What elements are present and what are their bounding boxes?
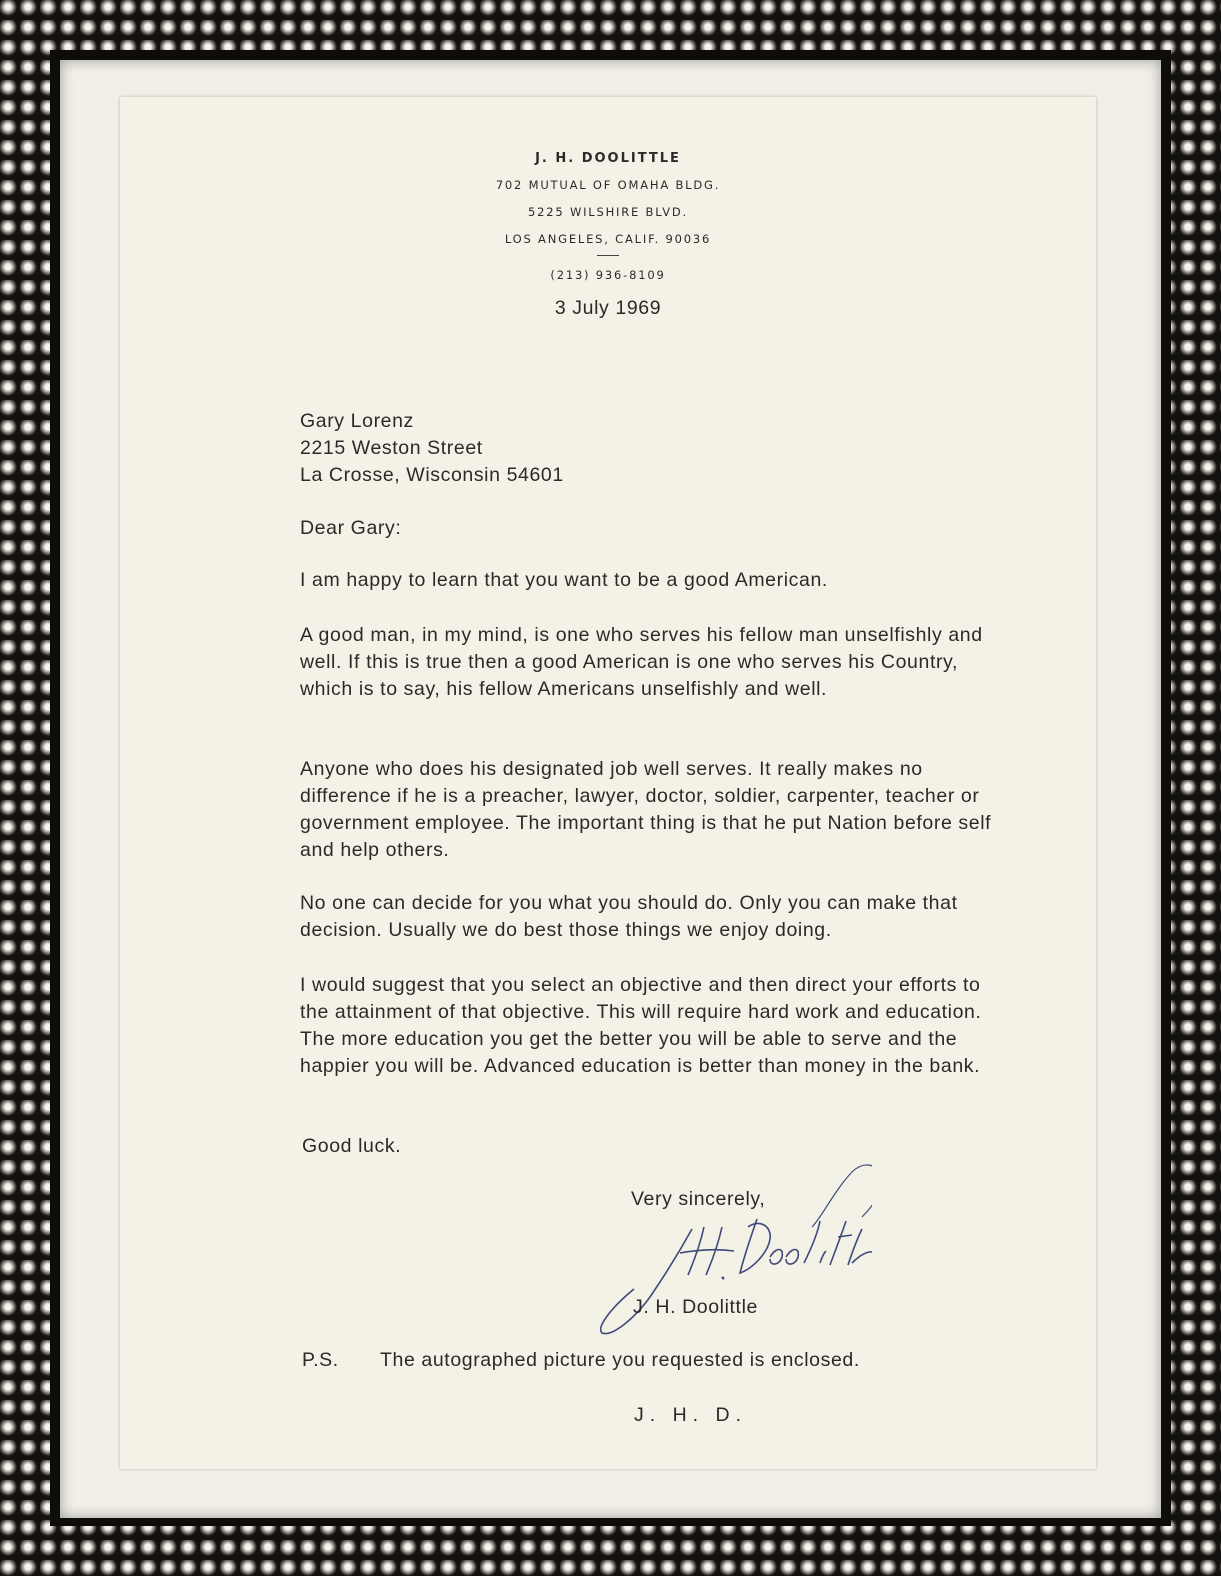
recipient-address [300,408,564,489]
paragraph-4: No one can decide for you what you should do. Only you can make that decision. Usually we do best those things we enjoy doing. [300,892,958,941]
typed-signature-name: J. H. Doolittle [633,1296,758,1318]
letterhead-divider [597,255,619,256]
paragraph-2: A good man, in my mind, is one who serves his fellow man unselfishly and well. If this is true then a good American is one who serves his Country, which is to say, his fellow Americans unselfishly and well. [300,624,983,700]
signature-stroke-d [740,1219,770,1273]
recipient-city: La Crosse, Wisconsin 54601 [300,464,564,486]
signature-flourish [812,1165,872,1227]
letter-paper [120,97,1096,1469]
paragraph-3: Anyone who does his designated job well serves. It really makes no difference if he is a preacher, lawyer, doctor, soldier, carpenter, teacher or government employee. The important thing is that he put Nation before self and help others. [300,758,992,861]
letterhead-address-line1: 702 MUTUAL OF OMAHA BLDG. [495,178,721,192]
recipient-street: 2215 Weston Street [300,437,483,459]
paragraph-5: I would suggest that you select an objective and then direct your efforts to the attainment of that objective. This will require hard work and education. The more education you get the better you will be able to serve and the happier you will be. Advanced education is better than money in the bank. [300,974,982,1077]
letterhead-address-line2: 5225 WILSHIRE BLVD. [528,205,688,219]
postscript-text: The autographed picture you requested is enclosed. [380,1349,860,1371]
sign-off: Very sincerely, [631,1188,766,1210]
paragraph-1: I am happy to learn that you want to be a good American. [300,569,828,591]
letterhead [120,145,1096,289]
signature-stroke-h [680,1227,734,1275]
letter-date: 3 July 1969 [554,297,662,319]
letterhead-name: J. H. DOOLITTLE [535,151,681,166]
postscript-label: P.S. [302,1349,339,1371]
closing-initials: J. H. D. [634,1404,748,1426]
letterhead-address-line3: LOS ANGELES, CALIF. 90036 [504,232,712,246]
signature-stroke-oolittle [770,1221,872,1271]
letterhead-phone: (213) 936-8109 [550,268,666,282]
closing: Good luck. [302,1135,402,1157]
recipient-name: Gary Lorenz [300,410,414,432]
handwritten-signature [572,1157,872,1357]
postscript [302,1347,860,1374]
signature-stroke-dot [722,1277,724,1279]
salutation: Dear Gary: [300,517,402,539]
